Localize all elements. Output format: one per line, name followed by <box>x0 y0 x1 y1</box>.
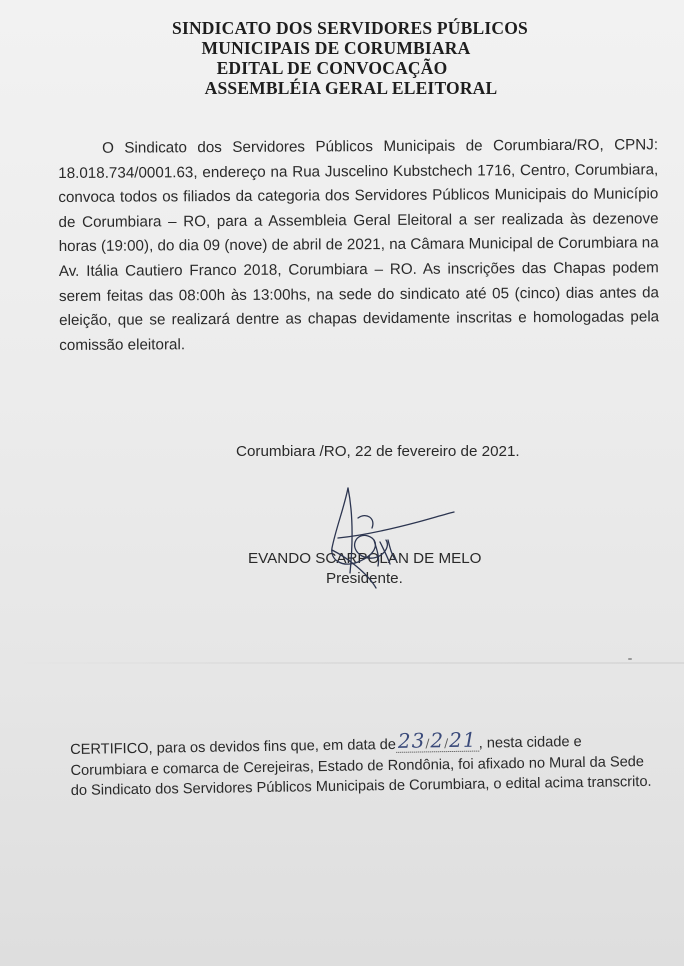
header-line-4: ASSEMBLÉIA GERAL ELEITORAL <box>204 78 498 98</box>
certificate-text-end: , nesta cidade e Corumbiara e comarca de Cerejeiras, Estado de Rondônia, foi afixado no Mural da Sede do Sindicato dos Servidores Públicos Municipais de Corumbiara, o edital acima transcrito. <box>70 733 652 799</box>
date-separator: / <box>444 736 450 751</box>
handwritten-date <box>396 727 479 753</box>
certificate-text-start: CERTIFICO, para os devidos fins que, em data de <box>70 736 397 758</box>
paper-speck <box>628 658 632 660</box>
header-line-2: MUNICIPAIS DE CORUMBIARA <box>201 38 471 58</box>
signatory-role: Presidente. <box>326 570 403 587</box>
paper-fold <box>0 662 684 664</box>
handwritten-signature <box>318 478 468 598</box>
document-header <box>0 18 684 98</box>
place-date-line: Corumbiara /RO, 22 de fevereiro de 2021. <box>236 443 520 460</box>
handwritten-year: 21 <box>448 727 477 753</box>
date-separator: / <box>425 736 431 751</box>
handwritten-month: 2 <box>430 728 445 753</box>
handwritten-day: 23 <box>397 728 426 753</box>
convocation-paragraph: O Sindicato dos Servidores Públicos Municipais de Corumbiara/RO, CPNJ: 18.018.734/0001.63, endereço na Rua Juscelino Kubstchech 1716, Centro, Corumbiara, convoca todos os filiados da categoria dos Servidores Públicos Municipais do Município de Corumbiara – RO, para a Assembleia Geral Eleitoral a ser realizada às dezenove horas (19:00), do dia 09 (nove) de abril de 2021, na Câmara Municipal de Corumbiara na Av. Itália Cautiero Franco 2018, Corumbiara – RO. As inscrições das Chapas podem serem feitas das 08:00h às 13:00hs, na sede do sindicato até 05 (cinco) dias antes da eleição, que se realizará dentre as chapas devidamente inscritas e homologadas pela comissão eleitoral. <box>58 136 660 354</box>
header-line-1: SINDICATO DOS SERVIDORES PÚBLICOS <box>172 18 528 38</box>
certificate-paragraph <box>70 729 661 802</box>
header-line-3: EDITAL DE CONVOCAÇÃO <box>216 58 448 78</box>
signatory-name: EVANDO SCARPOLAN DE MELO <box>248 550 482 567</box>
